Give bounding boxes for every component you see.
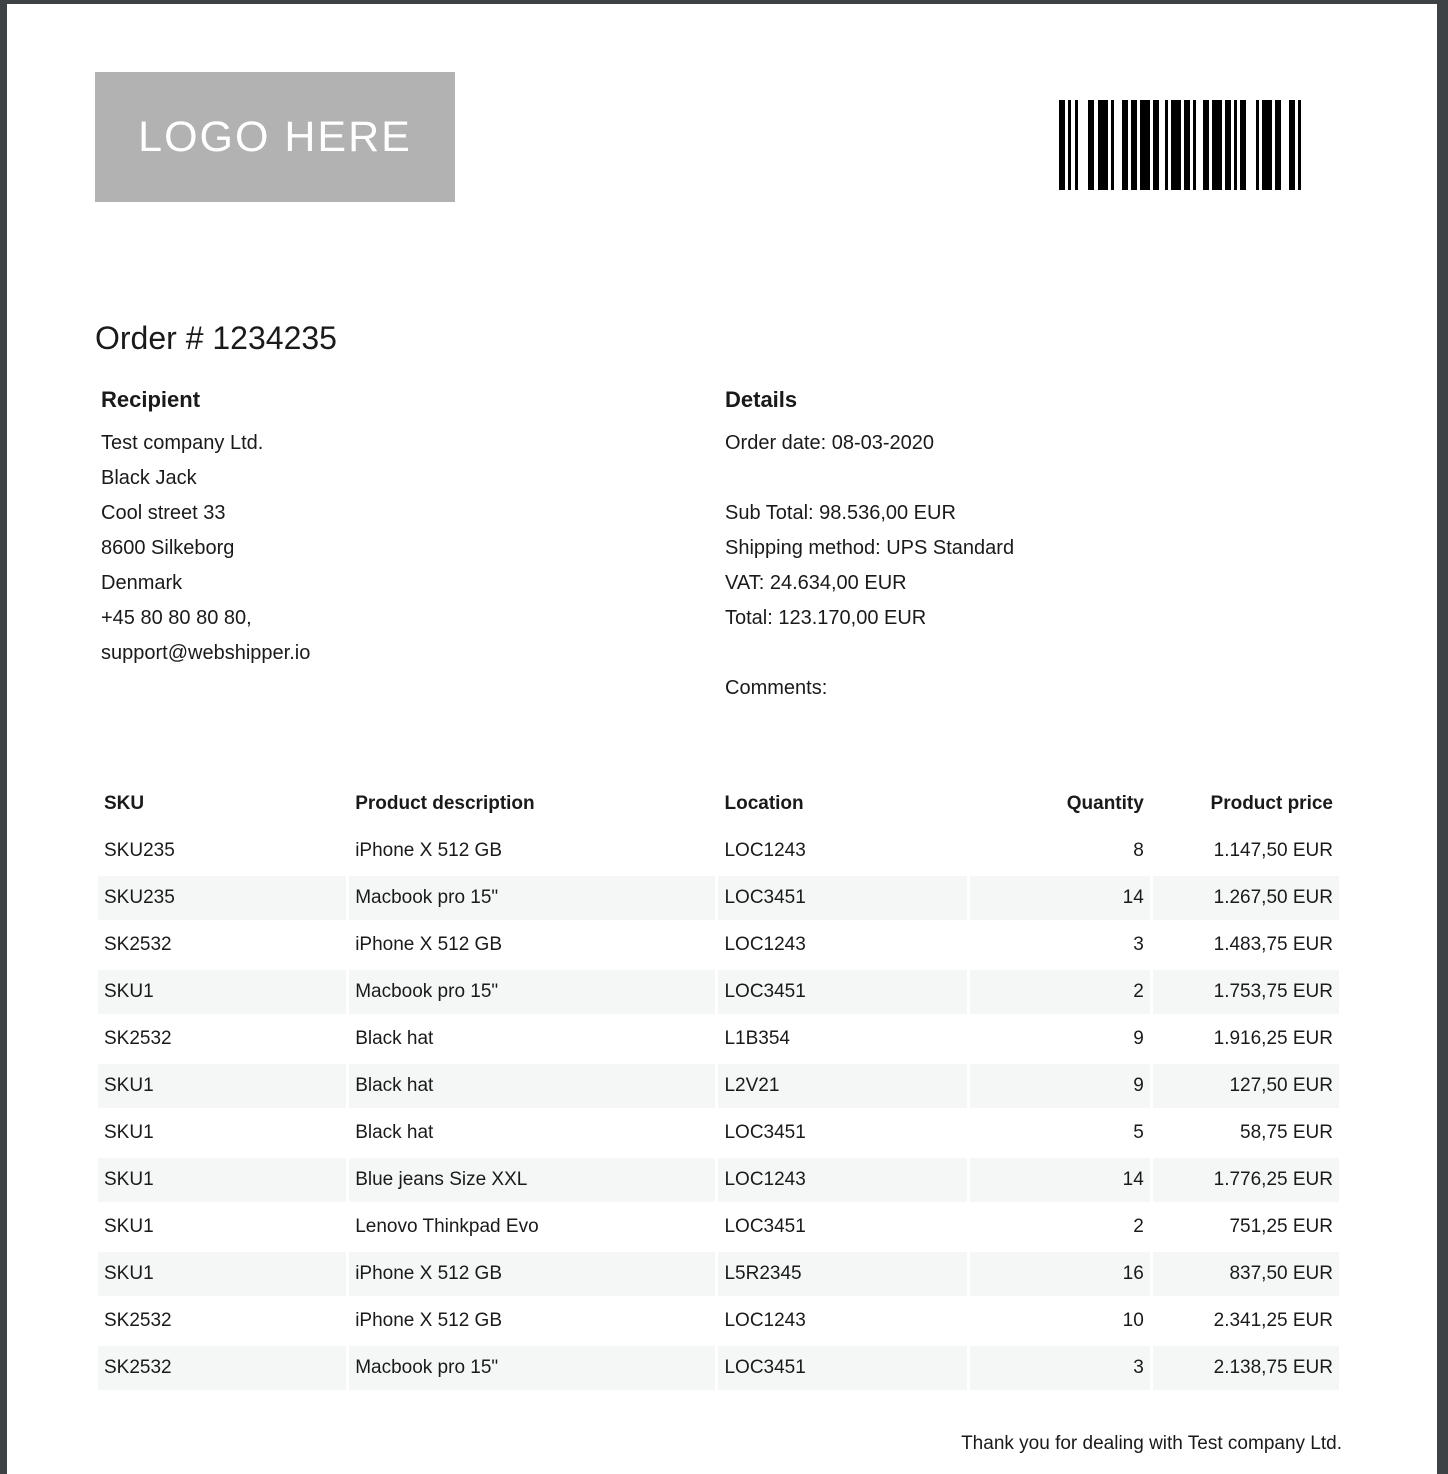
cell-price: 1.776,25 EUR [1153, 1158, 1339, 1202]
cell-description: Black hat [355, 1122, 434, 1143]
table-row [98, 1111, 1339, 1155]
table-row [98, 1346, 1339, 1390]
recipient-heading: Recipient [101, 387, 201, 412]
recipient-address [101, 426, 310, 671]
cell-quantity: 16 [970, 1252, 1150, 1296]
column-header-location: Location [724, 793, 804, 814]
detail-line: Comments: [725, 677, 828, 699]
cell-price: 58,75 EUR [1240, 1122, 1333, 1143]
cell-location: LOC1243 [724, 934, 806, 955]
detail-line: Order date: 08-03-2020 [725, 432, 935, 454]
logo-text: LOGO HERE [138, 112, 412, 161]
table-row [98, 1064, 1339, 1108]
order-items-table [95, 779, 1342, 1393]
cell-location: LOC3451 [718, 876, 966, 920]
detail-line [725, 461, 1014, 496]
table-row [98, 829, 1339, 873]
cell-price: 1.267,50 EUR [1153, 876, 1339, 920]
address-line: +45 80 80 80 80, [101, 607, 252, 629]
recipient-section [101, 386, 310, 671]
details-section [725, 386, 1014, 706]
cell-description: iPhone X 512 GB [355, 840, 503, 861]
cell-description: Black hat [355, 1028, 434, 1049]
cell-description: Lenovo Thinkpad Evo [355, 1216, 539, 1237]
cell-quantity: 9 [1133, 1028, 1144, 1049]
address-line: Black Jack [101, 467, 197, 489]
cell-description: Macbook pro 15" [349, 970, 715, 1014]
table-row [98, 970, 1339, 1014]
details-heading: Details [725, 387, 798, 412]
column-header-price: Product price [1210, 793, 1333, 814]
table-row [98, 1158, 1339, 1202]
cell-sku: SKU1 [98, 1064, 346, 1108]
cell-description: Macbook pro 15" [349, 1346, 715, 1390]
cell-quantity: 2 [1133, 1216, 1144, 1237]
cell-description: Macbook pro 15" [349, 876, 715, 920]
cell-location: LOC3451 [718, 1346, 966, 1390]
cell-sku: SKU1 [98, 1158, 346, 1202]
cell-description: iPhone X 512 GB [349, 1252, 715, 1296]
table-row [98, 923, 1339, 967]
cell-sku: SKU1 [104, 1122, 154, 1143]
table-row [98, 876, 1339, 920]
detail-line: VAT: 24.634,00 EUR [725, 572, 907, 594]
column-header-description: Product description [355, 793, 535, 814]
cell-price: 1.753,75 EUR [1153, 970, 1339, 1014]
column-header-sku: SKU [104, 793, 145, 814]
cell-price: 837,50 EUR [1153, 1252, 1339, 1296]
cell-price: 1.483,75 EUR [1213, 934, 1333, 955]
table-row [98, 1205, 1339, 1249]
cell-sku: SKU1 [98, 970, 346, 1014]
address-line: Test company Ltd. [101, 432, 264, 454]
order-title: Order # 1234235 [95, 320, 337, 356]
logo-placeholder [95, 72, 455, 202]
document-page [7, 4, 1437, 1474]
cell-quantity: 14 [970, 876, 1150, 920]
cell-sku: SKU235 [104, 840, 175, 861]
cell-price: 751,25 EUR [1229, 1216, 1333, 1237]
cell-location: L2V21 [718, 1064, 966, 1108]
cell-sku: SK2532 [104, 1310, 172, 1331]
table-row [98, 1299, 1339, 1343]
cell-location: LOC3451 [724, 1122, 806, 1143]
cell-sku: SK2532 [98, 1346, 346, 1390]
cell-sku: SK2532 [104, 934, 172, 955]
cell-quantity: 3 [1133, 934, 1144, 955]
table-row [98, 1252, 1339, 1296]
cell-description: iPhone X 512 GB [355, 934, 503, 955]
cell-price: 127,50 EUR [1153, 1064, 1339, 1108]
cell-description: Blue jeans Size XXL [349, 1158, 715, 1202]
cell-location: LOC1243 [718, 1158, 966, 1202]
column-header-quantity: Quantity [1066, 793, 1144, 814]
cell-price: 1.916,25 EUR [1213, 1028, 1333, 1049]
cell-quantity: 5 [1133, 1122, 1144, 1143]
barcode-icon [1059, 100, 1301, 190]
cell-location: LOC1243 [724, 840, 806, 861]
address-line: Denmark [101, 572, 183, 594]
detail-line: Total: 123.170,00 EUR [725, 607, 927, 629]
cell-description: iPhone X 512 GB [355, 1310, 503, 1331]
cell-quantity: 9 [970, 1064, 1150, 1108]
cell-sku: SKU1 [104, 1216, 154, 1237]
cell-sku: SKU1 [98, 1252, 346, 1296]
cell-location: LOC3451 [718, 970, 966, 1014]
cell-sku: SK2532 [104, 1028, 172, 1049]
cell-sku: SKU235 [98, 876, 346, 920]
cell-quantity: 3 [970, 1346, 1150, 1390]
details-lines [725, 426, 1014, 706]
cell-price: 2.138,75 EUR [1153, 1346, 1339, 1390]
cell-location: LOC1243 [724, 1310, 806, 1331]
table-row [98, 1017, 1339, 1061]
cell-quantity: 14 [970, 1158, 1150, 1202]
cell-location: L5R2345 [718, 1252, 966, 1296]
cell-quantity: 10 [1122, 1310, 1144, 1331]
detail-line: Sub Total: 98.536,00 EUR [725, 502, 956, 524]
cell-price: 1.147,50 EUR [1213, 840, 1333, 861]
footer-note: Thank you for dealing with Test company Ltd. [961, 1433, 1342, 1454]
address-line: support@webshipper.io [101, 642, 311, 664]
cell-quantity: 2 [970, 970, 1150, 1014]
cell-description: Black hat [349, 1064, 715, 1108]
address-line: Cool street 33 [101, 502, 226, 524]
cell-quantity: 8 [1133, 840, 1144, 861]
address-line: 8600 Silkeborg [101, 537, 235, 559]
cell-price: 2.341,25 EUR [1213, 1310, 1333, 1331]
cell-location: L1B354 [724, 1028, 790, 1049]
cell-location: LOC3451 [724, 1216, 806, 1237]
detail-line: Shipping method: UPS Standard [725, 537, 1015, 559]
table-header-row [98, 782, 1339, 826]
detail-line [725, 636, 1014, 671]
